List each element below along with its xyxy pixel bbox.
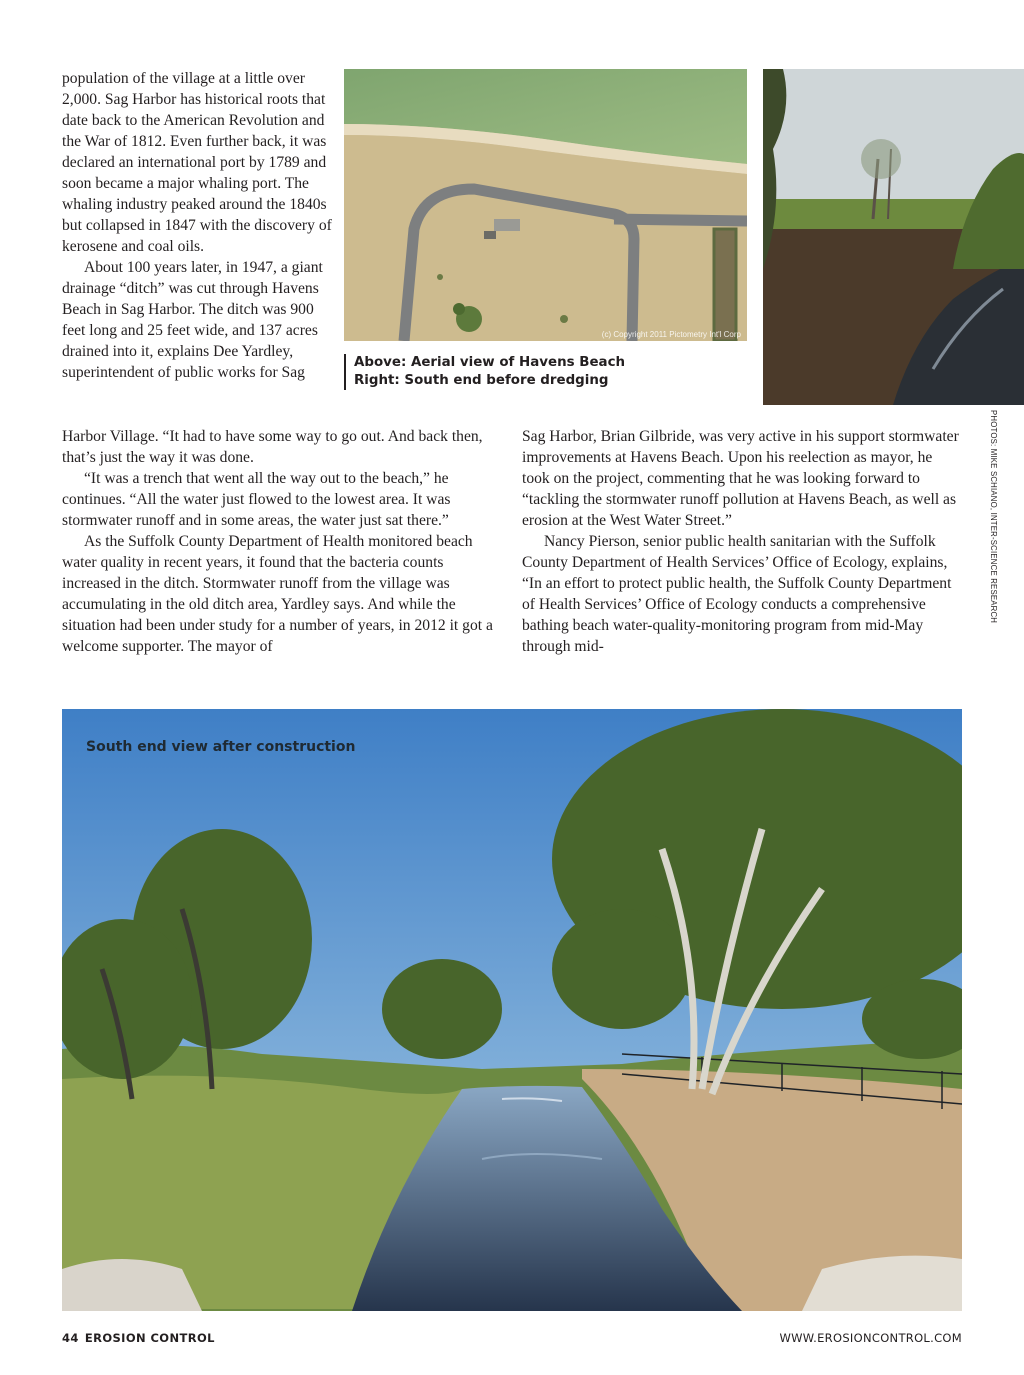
website-url[interactable]: WWW.EROSIONCONTROL.COM xyxy=(779,1331,962,1345)
photo-credit: PHOTOS: MIKE SCHIANO, INTER-SCIENCE RESEARCH xyxy=(989,410,998,624)
paragraph: population of the village at a little over 2,000. Sag Harbor has historical roots that date back to the American Revolution and the War of 1812. Even further back, it was declared an international port by 1789 and soon became a major whaling port. The whaling industry peaked around the 1840s but collapsed in 1847 with the discovery of kerosene and coal oils. xyxy=(62,70,332,255)
article-column-2 xyxy=(522,426,962,657)
article-column-1-top xyxy=(62,68,334,383)
paragraph: “It was a trench that went all the way out to the beach,” he continues. “All the water just flowed to the lowest area. It was stormwater runoff and in some areas, the water just sat there.” xyxy=(62,470,451,529)
south-end-before-photo xyxy=(763,69,1024,405)
magazine-name: EROSION CONTROL xyxy=(84,1331,215,1345)
top-photos-caption xyxy=(344,354,625,390)
article-column-1-bottom xyxy=(62,426,504,657)
paragraph: Nancy Pierson, senior public health sanitarian with the Suffolk County Department of Health Services’ Office of Ecology, explains, “In an effort to protect public health, the Suffolk County Department of Health Services’ Office of Ecology conducts a comprehensive bathing beach water-quality-monitoring program from mid-May through mid- xyxy=(522,533,952,655)
south-end-after-construction-photo xyxy=(62,709,962,1311)
caption-above: Above: Aerial view of Havens Beach xyxy=(354,355,626,370)
page-folio xyxy=(62,1331,215,1345)
after-photo-caption: South end view after construction xyxy=(86,739,356,755)
page-number: 44 xyxy=(62,1331,79,1345)
paragraph: Harbor Village. “It had to have some way to go out. And back then, that’s just the way it was done. xyxy=(62,428,483,466)
paragraph: As the Suffolk County Department of Health monitored beach water quality in recent years, it found that the bacteria counts increased in the ditch. Stormwater runoff from the village was accumulating in the old ditch area, Yardley says. And while the situation had been under study for a number of years, in 2012 it got a welcome supporter. The mayor of xyxy=(62,533,493,655)
aerial-copyright-text: (c) Copyright 2011 Pictometry Int'l Corp xyxy=(601,330,741,339)
paragraph: Sag Harbor, Brian Gilbride, was very active in his support stormwater improvements at Havens Beach. Upon his reelection as mayor, he took on the project, commenting that he was looking forward to “tackling the stormwater runoff pollution at Havens Beach, as well as erosion at the West Water Street.” xyxy=(522,428,959,529)
paragraph: About 100 years later, in 1947, a giant drainage “ditch” was cut through Havens Beach in Sag Harbor. The ditch was 900 feet long and 25 feet wide, and 137 acres drained into it, explains Dee Yardley, superintendent of public works for Sag xyxy=(62,259,323,381)
aerial-photo-havens-beach xyxy=(344,69,747,341)
caption-right: Right: South end before dredging xyxy=(354,373,609,388)
